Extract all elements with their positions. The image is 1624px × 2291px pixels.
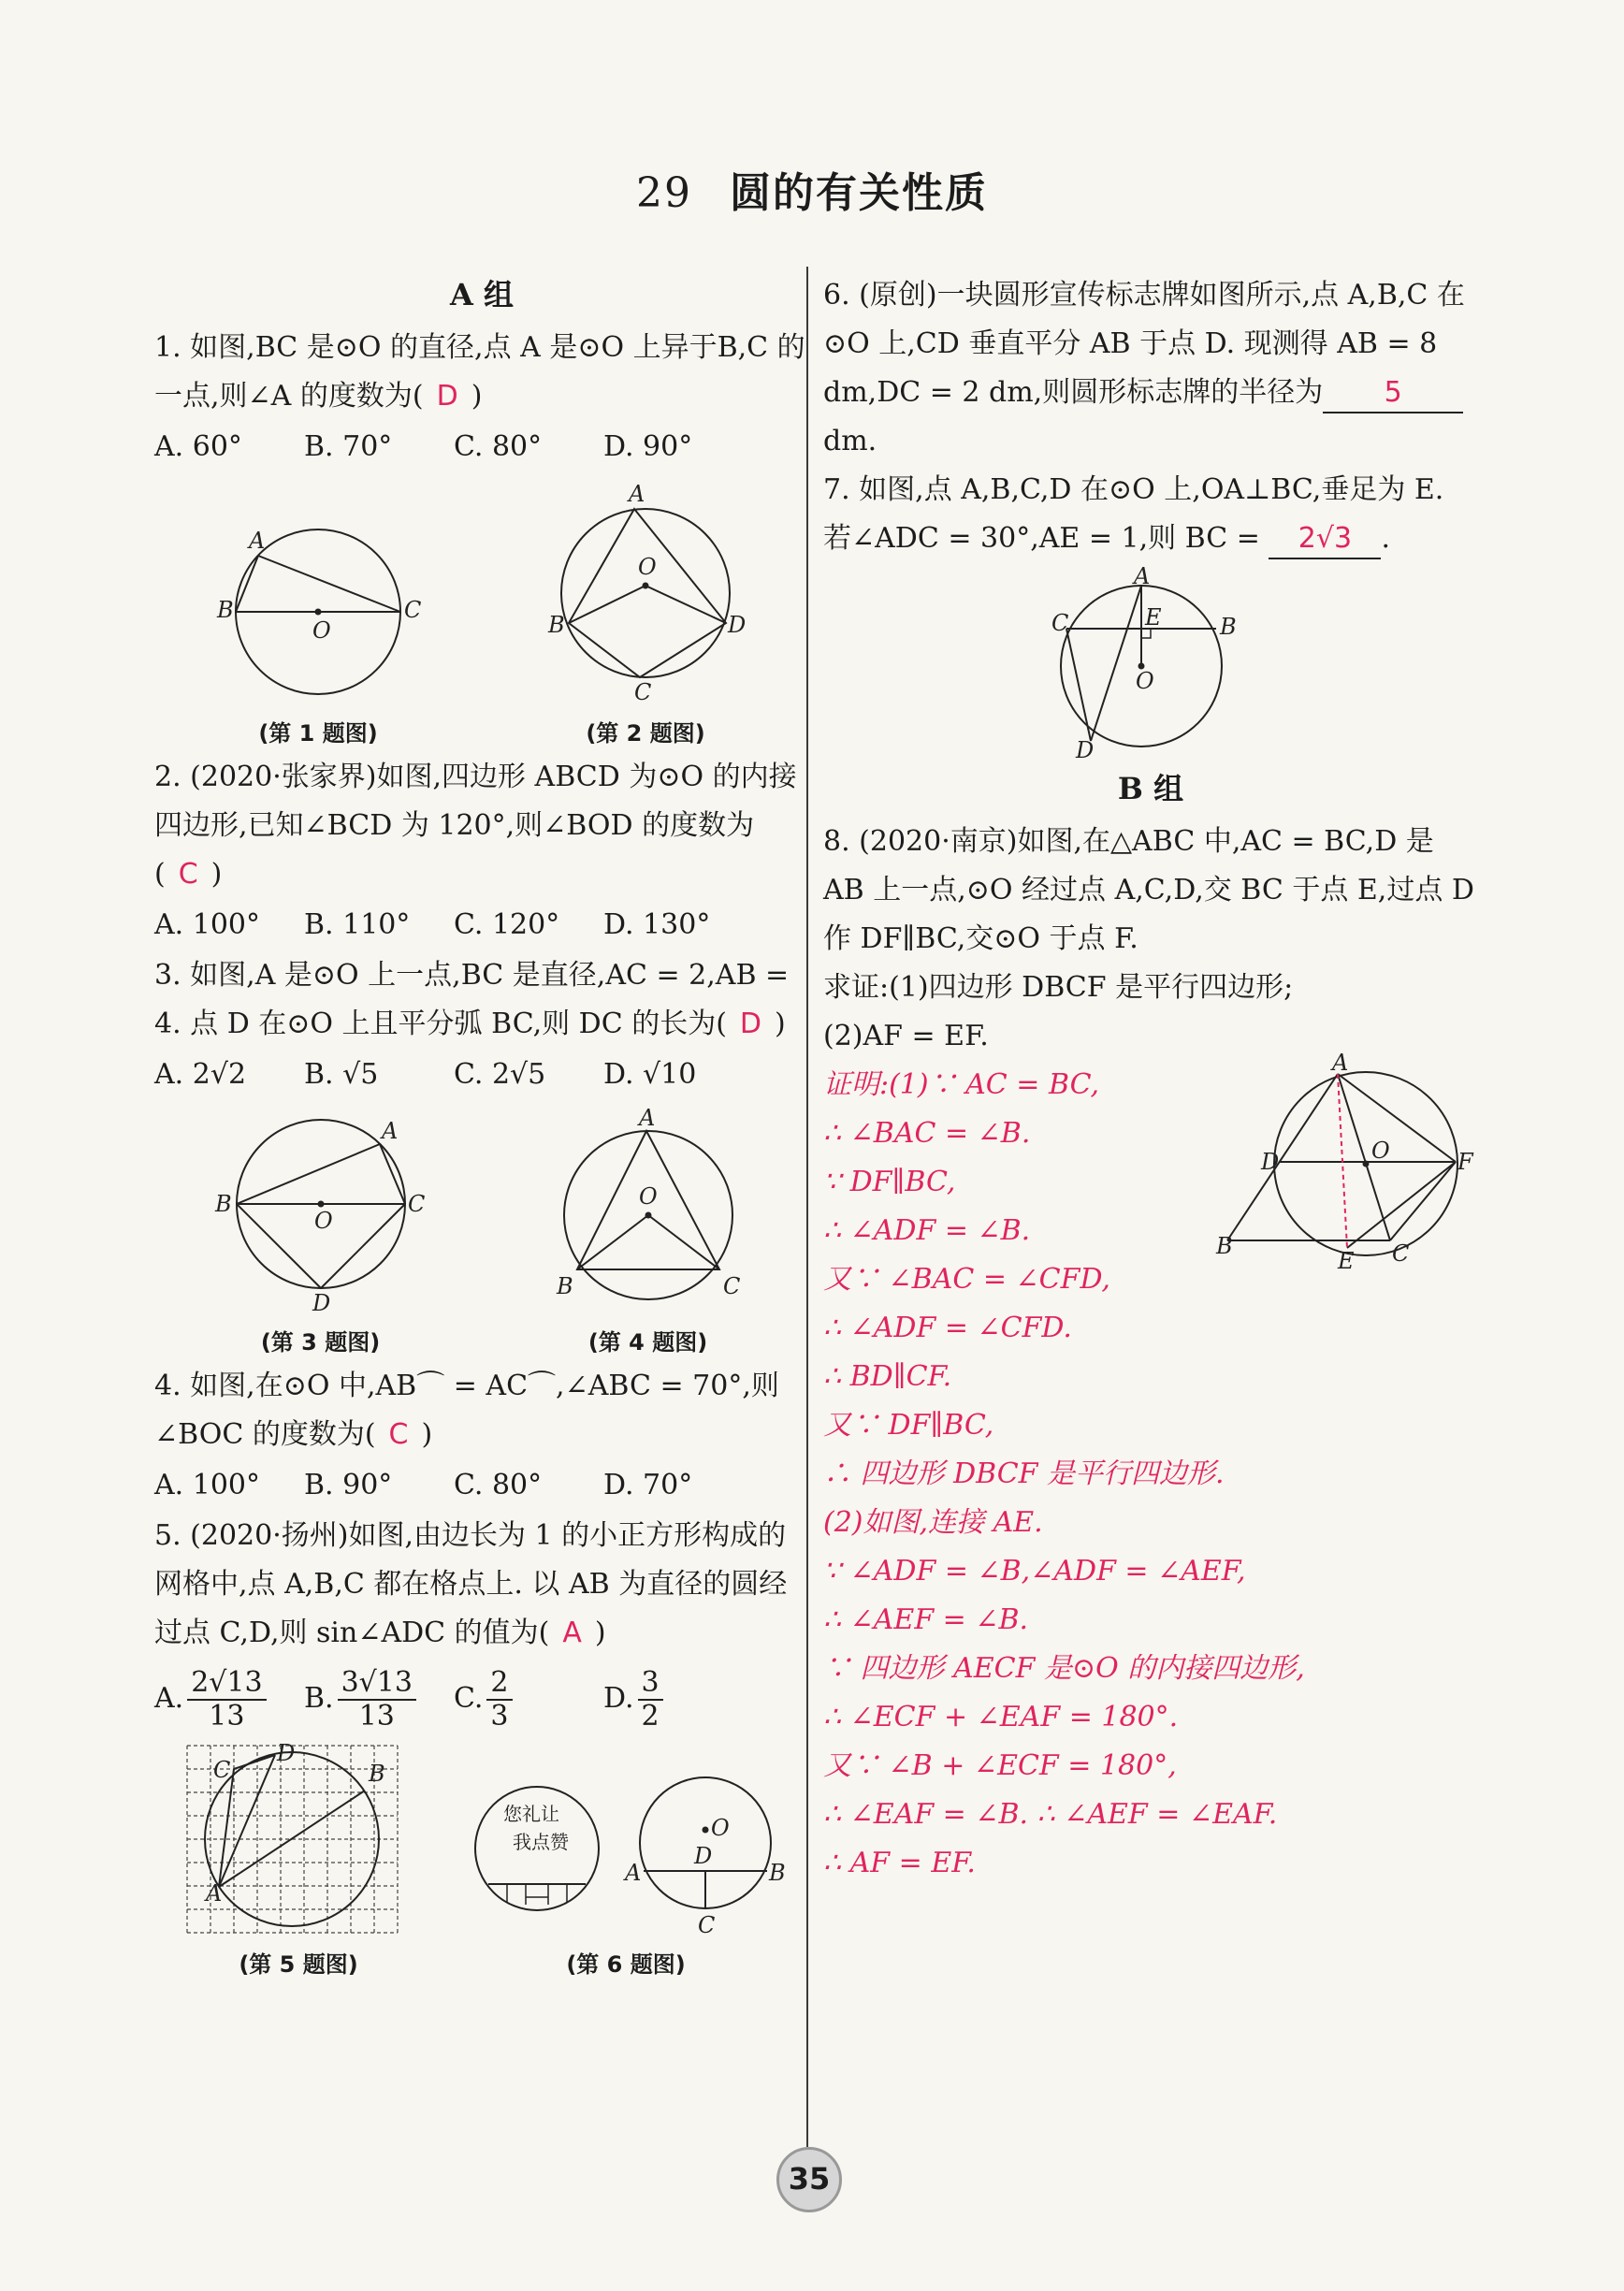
svg-text:B: B [1216, 1233, 1233, 1259]
left-column [154, 271, 809, 1984]
solution-line-8: 又∵ DF∥BC, [823, 1409, 994, 1442]
svg-text:D: D [277, 1740, 296, 1766]
svg-text:D: D [728, 612, 747, 638]
svg-text:A: A [638, 1105, 655, 1131]
sign-line-2: 我点赞 [513, 1831, 569, 1853]
sign-line-1: 您礼让 [503, 1803, 559, 1825]
answer-3: D [739, 1008, 762, 1040]
figure-7-diagram [1051, 563, 1244, 763]
answer-6: 5 [1323, 374, 1463, 413]
question-3: 3. 如图,A 是⊙O 上一点,BC 是直径,AC = 2,AB = 4. 点 D 在⊙O 上且平分弧 BC,则 DC 的长为( D ) [154, 959, 790, 1040]
svg-text:D: D [312, 1290, 330, 1316]
figure-5-diagram [181, 1742, 415, 1938]
svg-text:B: B [556, 1273, 573, 1299]
svg-text:D: D [1261, 1149, 1280, 1175]
figure-6: 您礼让 我点赞 O D A B C (第 6 题图) [470, 1755, 782, 1979]
svg-text:C: C [407, 1191, 425, 1217]
svg-text:D: D [1076, 737, 1095, 763]
svg-text:O: O [638, 554, 657, 580]
question-6: 6. (原创)一块圆形宣传标志牌如图所示,点 A,B,C 在⊙O 上,CD 垂直平分 AB 于点 D. 现测得 AB = 8 dm,DC = 2 dm,则圆形标志牌的半径为 5dm. [823, 279, 1465, 457]
options-2: A. 100° B. 110° C. 120° D. 130° [154, 908, 711, 941]
svg-text:C: C [404, 597, 422, 623]
svg-text:A: A [381, 1118, 398, 1144]
svg-text:O: O [711, 1815, 730, 1841]
options-3: A. 2√2 B. √5 C. 2√5 D. √10 [154, 1058, 697, 1091]
figures-3-4 [154, 1105, 809, 1356]
answer-4: C [388, 1418, 409, 1451]
solution-line-3: ∵ DF∥BC, [823, 1166, 956, 1198]
svg-text:C: C [213, 1757, 231, 1783]
answer-1: D [436, 380, 458, 413]
solution-block [823, 1050, 1478, 1888]
solution-line-17: ∴ AF = EF. [823, 1847, 976, 1879]
solution-line-12: ∴ ∠AEF = ∠B. [823, 1603, 1029, 1636]
option-5a: A. $\frac{2√13}{13}$ [154, 1667, 304, 1733]
solution-line-4: ∴ ∠ADF = ∠B. [823, 1214, 1031, 1247]
options-1: A. 60° B. 70° C. 80° D. 90° [154, 430, 693, 463]
svg-text:F: F [1457, 1149, 1473, 1175]
svg-text:B: B [369, 1761, 385, 1787]
question-5: 5. (2020·扬州)如图,由边长为 1 的小正方形构成的网格中,点 A,B,C 都在格点上. 以 AB 为直径的圆经过点 C,D,则 sin∠ADC 的值为( A ) [154, 1519, 788, 1649]
answer-7: 2√3 [1269, 520, 1381, 559]
figure-6-diagram [623, 1755, 786, 1942]
option-5b: B. $\frac{3√13}{13}$ [304, 1667, 454, 1733]
question-8: 8. (2020·南京)如图,在△ABC 中,AC = BC,D 是 AB 上一点,⊙O 经过点 A,C,D,交 BC 于点 E,过点 D 作 DF∥BC,交⊙O 于点 F. [823, 825, 1474, 955]
svg-text:B: B [548, 612, 565, 638]
svg-text:O: O [312, 617, 331, 644]
svg-text:C: C [634, 679, 652, 705]
svg-text:C: C [722, 1273, 740, 1299]
figure-2: A B C D O (第 2 题图) [543, 483, 748, 747]
figure-2-diagram [543, 483, 748, 707]
solution-line-9: ∴ 四边形 DBCF 是平行四边形. [823, 1457, 1225, 1490]
figure-4: A B C O (第 4 题图) [545, 1110, 751, 1356]
svg-text:B: B [214, 1191, 232, 1217]
options-5 [154, 1667, 809, 1733]
answer-5: A [562, 1617, 582, 1649]
question-2: 2. (2020·张家界)如图,四边形 ABCD 为⊙O 的内接四边形,已知∠BCD 为 120°,则∠BOD 的度数为( C ) [154, 761, 797, 891]
figure-3-diagram [213, 1110, 428, 1316]
figure-3: A B C D O (第 3 题图) [213, 1110, 428, 1356]
page-number: 35 [776, 2147, 842, 2212]
options-4: A. 100° B. 90° C. 80° D. 70° [154, 1469, 693, 1501]
figures-5-6 [154, 1742, 809, 1979]
svg-text:A: A [206, 1880, 223, 1907]
svg-text:O: O [638, 1183, 658, 1210]
solution-line-14: ∴ ∠ECF + ∠EAF = 180°. [823, 1701, 1179, 1733]
option-5c: C. $\frac{2}{3}$ [454, 1667, 603, 1733]
solution-line-13: ∵ 四边形 AECF 是⊙O 的内接四边形, [823, 1652, 1305, 1685]
solution-line-16: ∴ ∠EAF = ∠B. ∴ ∠AEF = ∠EAF. [823, 1798, 1278, 1831]
page-title: 29 圆的有关性质 [636, 169, 988, 217]
question-1: 1. 如图,BC 是⊙O 的直径,点 A 是⊙O 上异于B,C 的一点,则∠A 的度数为( D ) [154, 331, 805, 413]
svg-text:B: B [769, 1860, 786, 1886]
solution-line-2: ∴ ∠BAC = ∠B. [823, 1117, 1031, 1150]
question-8-part-2: (2)AF = EF. [823, 1020, 989, 1052]
svg-text:B: B [1220, 614, 1237, 640]
svg-text:E: E [1338, 1248, 1355, 1274]
figure-1-diagram [215, 501, 421, 707]
right-column [823, 271, 1478, 1888]
question-4: 4. 如图,在⊙O 中,AB⌒ = AC⌒,∠ABC = 70°,则∠BOC 的度数为( C ) [154, 1370, 779, 1451]
svg-text:A: A [1134, 563, 1151, 589]
svg-text:A: A [1332, 1050, 1349, 1076]
figure-6-sign [470, 1764, 610, 1942]
figure-5: A B C D (第 5 题图) [181, 1742, 415, 1979]
svg-text:A: A [629, 481, 645, 507]
answer-2: C [178, 858, 198, 891]
svg-text:E: E [1145, 604, 1162, 631]
figure-4-diagram [545, 1105, 751, 1316]
solution-line-5: 又∵ ∠BAC = ∠CFD, [823, 1263, 1110, 1296]
solution-line-6: ∴ ∠ADF = ∠CFD. [823, 1312, 1072, 1344]
question-7: 7. 如图,点 A,B,C,D 在⊙O 上,OA⊥BC,垂足为 E. 若∠ADC = 30°,AE = 1,则 BC = 2√3 . [823, 466, 1478, 563]
svg-text:A: A [625, 1860, 642, 1886]
svg-text:O: O [313, 1208, 333, 1234]
svg-text:D: D [694, 1843, 713, 1869]
figure-8-diagram [1216, 1050, 1473, 1276]
solution-line-11: ∵ ∠ADF = ∠B,∠ADF = ∠AEF, [823, 1555, 1246, 1588]
svg-text:O: O [1136, 668, 1154, 694]
group-b-heading: B 组 [1117, 771, 1184, 806]
solution-line-7: ∴ BD∥CF. [823, 1360, 952, 1393]
solution-line-15: 又∵ ∠B + ∠ECF = 180°, [823, 1749, 1177, 1782]
figures-1-2 [154, 483, 809, 747]
figure-7-wrap [823, 563, 1478, 763]
svg-text:O: O [1371, 1138, 1390, 1164]
question-8-part-1: 求证:(1)四边形 DBCF 是平行四边形; [823, 971, 1294, 1004]
svg-text:C: C [1392, 1240, 1410, 1267]
svg-text:C: C [698, 1912, 716, 1938]
solution-line-10: (2)如图,连接 AE. [823, 1506, 1043, 1539]
group-a-heading: A 组 [450, 277, 514, 312]
option-5d: D. $\frac{3}{2}$ [603, 1667, 753, 1733]
svg-text:C: C [1051, 610, 1069, 636]
svg-text:A: A [249, 528, 266, 554]
figure-1: A B C O (第 1 题图) [215, 501, 421, 747]
svg-text:B: B [217, 597, 234, 623]
solution-line-1: 证明:(1)∵ AC = BC, [823, 1068, 1099, 1101]
